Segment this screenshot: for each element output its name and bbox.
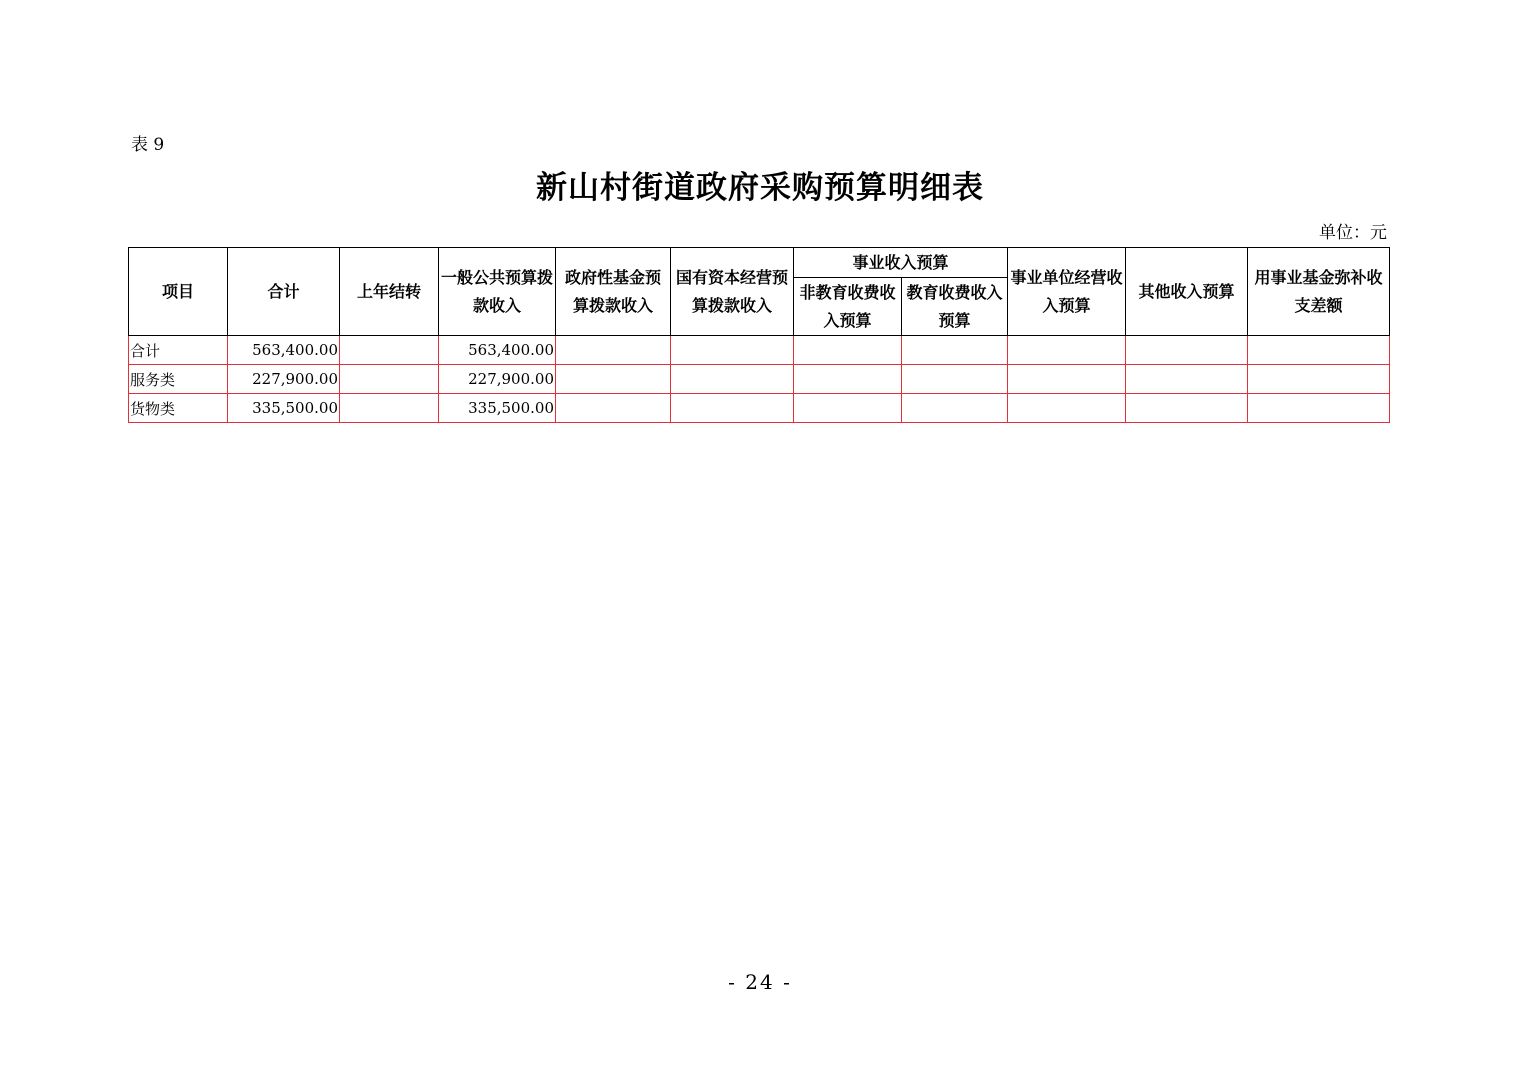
cell-state-capital [671,336,794,365]
table-number-label: 表 9 [131,135,165,155]
cell-unit-operation [1008,365,1126,394]
header-fund-balance: 用事业基金弥补收支差额 [1248,248,1390,336]
page-title: 新山村街道政府采购预算明细表 [536,170,984,206]
cell-item: 货物类 [129,394,228,423]
cell-gov-fund [556,336,671,365]
cell-item: 服务类 [129,365,228,394]
cell-fund-balance [1248,365,1390,394]
cell-unit-operation [1008,394,1126,423]
cell-other-income [1126,394,1248,423]
cell-fund-balance [1248,394,1390,423]
cell-edu-fee [902,365,1008,394]
cell-non-edu-fee [794,365,902,394]
header-edu-fee: 教育收费收入预算 [902,278,1008,336]
cell-other-income [1126,336,1248,365]
cell-total: 227,900.00 [228,365,340,394]
header-non-edu-fee: 非教育收费收入预算 [794,278,902,336]
header-gov-fund: 政府性基金预算拨款收入 [556,248,671,336]
cell-state-capital [671,394,794,423]
cell-edu-fee [902,336,1008,365]
page-number: - 24 - [728,970,792,994]
cell-general-budget: 563,400.00 [439,336,556,365]
cell-carryover [340,394,439,423]
procurement-budget-table [128,247,1390,423]
cell-non-edu-fee [794,336,902,365]
cell-item: 合计 [129,336,228,365]
cell-general-budget: 335,500.00 [439,394,556,423]
table-row [129,336,1390,365]
cell-non-edu-fee [794,394,902,423]
header-state-capital: 国有资本经营预算拨款收入 [671,248,794,336]
table-row [129,365,1390,394]
cell-carryover [340,336,439,365]
header-item: 项目 [129,248,228,336]
cell-fund-balance [1248,336,1390,365]
header-carryover: 上年结转 [340,248,439,336]
cell-gov-fund [556,394,671,423]
header-other-income: 其他收入预算 [1126,248,1248,336]
cell-carryover [340,365,439,394]
table-row [129,394,1390,423]
cell-state-capital [671,365,794,394]
header-general-budget: 一般公共预算拨款收入 [439,248,556,336]
cell-total: 563,400.00 [228,336,340,365]
cell-gov-fund [556,365,671,394]
cell-other-income [1126,365,1248,394]
cell-unit-operation [1008,336,1126,365]
cell-general-budget: 227,900.00 [439,365,556,394]
header-enterprise-income-group: 事业收入预算 [794,248,1008,278]
cell-edu-fee [902,394,1008,423]
unit-label: 单位：元 [1319,223,1387,243]
header-unit-operation: 事业单位经营收入预算 [1008,248,1126,336]
cell-total: 335,500.00 [228,394,340,423]
header-total: 合计 [228,248,340,336]
